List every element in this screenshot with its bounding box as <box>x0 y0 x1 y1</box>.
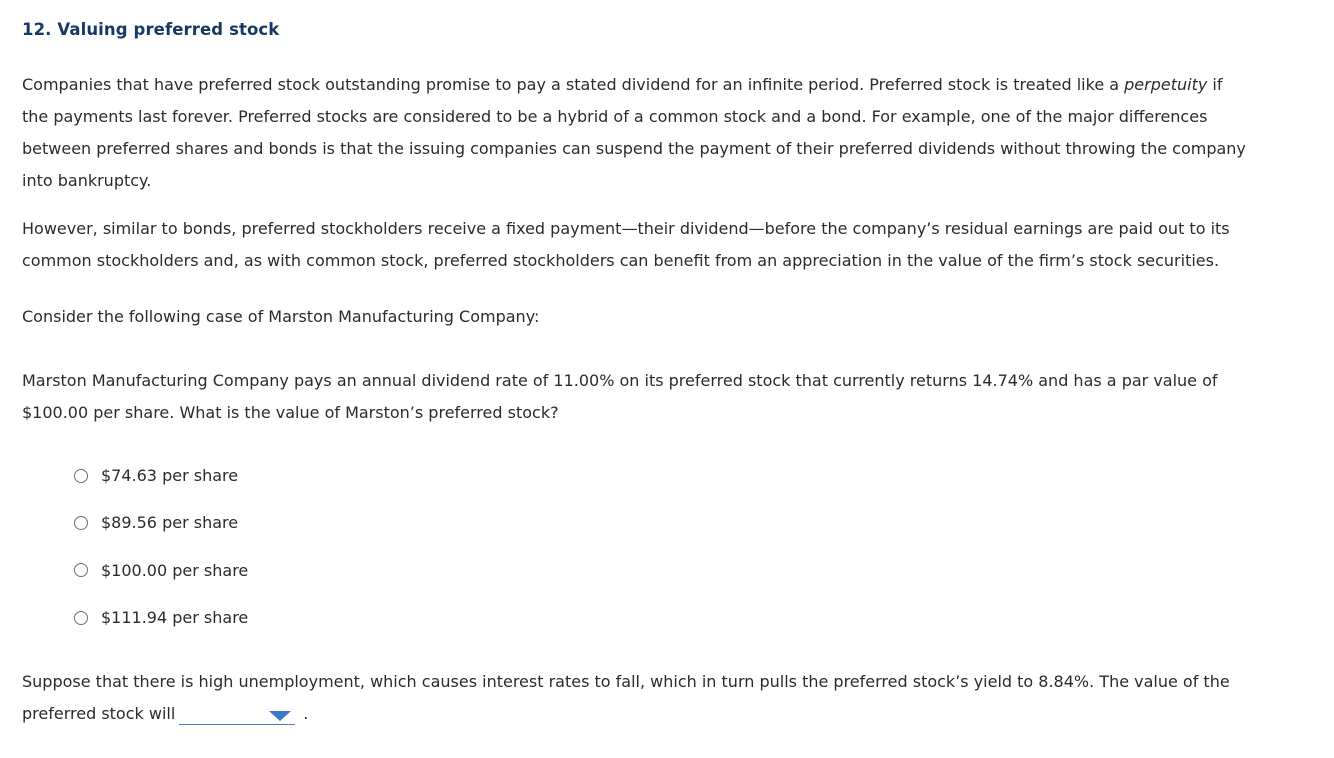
case-intro-paragraph: Consider the following case of Marston Manufacturing Company: <box>22 307 540 326</box>
option-2[interactable] <box>74 499 248 546</box>
answer-options <box>74 452 248 641</box>
radio-button-4[interactable] <box>74 611 88 625</box>
intro-text-end: if the payments last forever. Preferred stocks are considered to be a hybrid of a common stock and a bond. For example, one of the major differences between preferred shares and bonds is that the issuing companies can suspend the payment of their preferred dividends without throwing the company into bankruptcy. <box>22 75 1246 190</box>
value-change-dropdown[interactable] <box>179 702 295 725</box>
option-label-3: $100.00 per share <box>101 560 249 580</box>
followup-text: Suppose that there is high unemployment, which causes interest rates to fall, which in turn pulls the preferred stock’s yield to 8.84%. The value of the preferred stock will <box>22 672 1230 723</box>
sentence-period: . <box>303 704 309 723</box>
radio-button-3[interactable] <box>74 563 88 577</box>
perpetuity-term: perpetuity <box>1124 75 1208 94</box>
chevron-down-icon[interactable] <box>269 711 291 721</box>
option-label-4: $111.94 per share <box>101 608 249 628</box>
option-1[interactable] <box>74 452 248 499</box>
intro-paragraph <box>22 69 1252 197</box>
option-label-2: $89.56 per share <box>101 513 239 533</box>
intro-text-start: Companies that have preferred stock outstanding promise to pay a stated dividend for an infinite period. Preferred stock is treated like a <box>22 75 1125 94</box>
followup-question-paragraph <box>22 666 1252 730</box>
radio-button-1[interactable] <box>74 469 88 483</box>
option-label-1: $74.63 per share <box>101 466 239 486</box>
option-4[interactable] <box>74 594 248 641</box>
case-question-paragraph: Marston Manufacturing Company pays an annual dividend rate of 11.00% on its preferred stock that currently returns 14.74% and has a par value of $100.00 per share. What is the value of Marston’s preferred stock? <box>22 371 1218 422</box>
option-3[interactable] <box>74 547 248 594</box>
question-title: 12. Valuing preferred stock <box>22 20 280 39</box>
radio-button-2[interactable] <box>74 516 88 530</box>
bonds-paragraph: However, similar to bonds, preferred stockholders receive a fixed payment—their dividend—before the company’s residual earnings are paid out to its common stockholders and, as with common stock, preferred stockholders can benefit from an appreciation in the value of the firm’s stock securities. <box>22 219 1230 270</box>
